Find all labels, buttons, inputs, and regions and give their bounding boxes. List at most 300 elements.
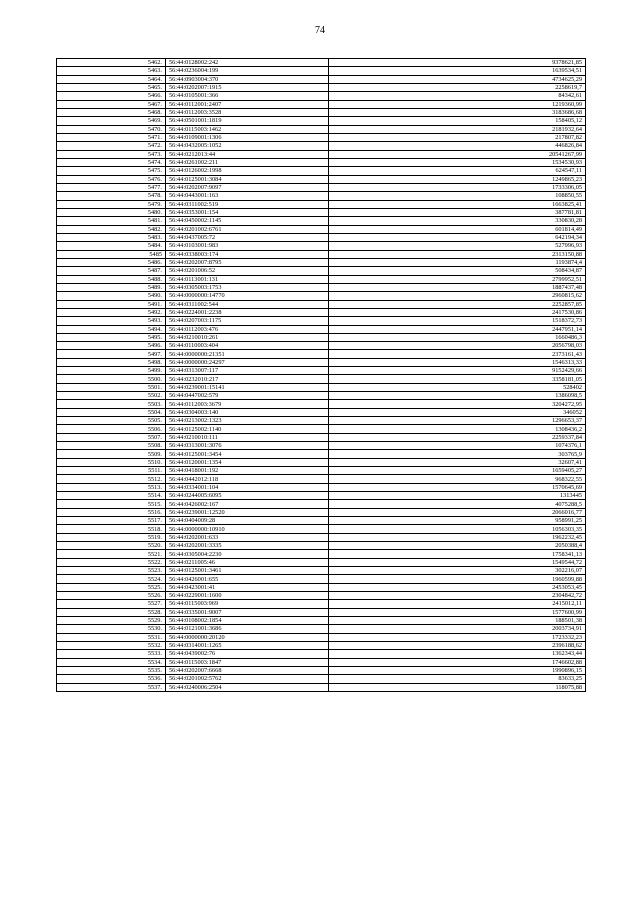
cadastral-value-cell: 1663825,41 (329, 200, 586, 208)
row-number-cell: 5519. (57, 533, 166, 541)
cadastral-number-cell: 56:44:0115003:969 (166, 600, 329, 608)
table-row (57, 59, 586, 67)
row-number-cell: 5484. (57, 242, 166, 250)
row-number-cell: 5522. (57, 558, 166, 566)
row-number-cell: 5467. (57, 100, 166, 108)
row-number-cell: 5462. (57, 59, 166, 67)
cadastral-number-cell: 56:44:0501001:1819 (166, 117, 329, 125)
row-number-cell: 5471. (57, 133, 166, 141)
table-row (57, 83, 586, 91)
cadastral-value-cell: 1313445 (329, 492, 586, 500)
row-number-cell: 5501. (57, 383, 166, 391)
cadastral-value-cell: 1362343,44 (329, 650, 586, 658)
cadastral-value-cell: 1577600,99 (329, 608, 586, 616)
cadastral-value-cell: 3183686,68 (329, 108, 586, 116)
row-number-cell: 5479. (57, 200, 166, 208)
table-row (57, 492, 586, 500)
row-number-cell: 5486. (57, 258, 166, 266)
row-number-cell: 5487. (57, 267, 166, 275)
cadastral-number-cell: 56:44:0311002:544 (166, 300, 329, 308)
table-row (57, 108, 586, 116)
cadastral-value-cell: 2373161,43 (329, 350, 586, 358)
table-row (57, 641, 586, 649)
row-number-cell: 5515. (57, 500, 166, 508)
table-row (57, 675, 586, 683)
row-number-cell: 5527. (57, 600, 166, 608)
row-number-cell: 5481. (57, 217, 166, 225)
cadastral-number-cell: 56:44:0112003:3679 (166, 400, 329, 408)
cadastral-value-cell: 2066016,77 (329, 508, 586, 516)
cadastral-number-cell: 56:44:0229001:1600 (166, 592, 329, 600)
cadastral-number-cell: 56:44:0239001:15141 (166, 383, 329, 391)
table-row (57, 658, 586, 666)
row-number-cell: 5488. (57, 275, 166, 283)
table-row (57, 217, 586, 225)
cadastral-number-cell: 56:44:0447002:579 (166, 392, 329, 400)
cadastral-value-cell: 508434,87 (329, 267, 586, 275)
cadastral-number-cell: 56:44:0000000:21351 (166, 350, 329, 358)
row-number-cell: 5465. (57, 83, 166, 91)
table-row (57, 117, 586, 125)
table-row (57, 250, 586, 258)
row-number-cell: 5489. (57, 283, 166, 291)
cadastral-value-cell: 217807,82 (329, 133, 586, 141)
table-row (57, 358, 586, 366)
cadastral-number-cell: 56:44:0450002:1145 (166, 217, 329, 225)
cadastral-value-cell: 2181932,64 (329, 125, 586, 133)
row-number-cell: 5493. (57, 317, 166, 325)
cadastral-value-cell: 1546313,33 (329, 358, 586, 366)
row-number-cell: 5476. (57, 175, 166, 183)
table-row (57, 600, 586, 608)
row-number-cell: 5531. (57, 633, 166, 641)
row-number-cell: 5474. (57, 158, 166, 166)
cadastral-number-cell: 56:44:0443001:163 (166, 192, 329, 200)
cadastral-number-cell: 56:44:0261002:211 (166, 158, 329, 166)
table-row (57, 450, 586, 458)
table-row (57, 575, 586, 583)
row-number-cell: 5532. (57, 641, 166, 649)
cadastral-value-cell: 4075288,5 (329, 500, 586, 508)
table-row (57, 458, 586, 466)
table-row (57, 267, 586, 275)
table-row (57, 633, 586, 641)
cadastral-value-cell: 1639534,51 (329, 67, 586, 75)
cadastral-number-cell: 56:44:0108002:1854 (166, 616, 329, 624)
cadastral-number-cell: 56:44:0426001:655 (166, 575, 329, 583)
cadastral-value-cell: 2056798,03 (329, 342, 586, 350)
cadastral-value-cell: 1723332,23 (329, 633, 586, 641)
cadastral-number-cell: 56:44:0202001:3335 (166, 542, 329, 550)
table-row (57, 666, 586, 674)
table-row (57, 242, 586, 250)
cadastral-value-cell: 601814,49 (329, 225, 586, 233)
row-number-cell: 5516. (57, 508, 166, 516)
row-number-cell: 5492. (57, 308, 166, 316)
cadastral-value-cell: 32607,41 (329, 458, 586, 466)
cadastral-value-cell: 1518372,73 (329, 317, 586, 325)
table-row (57, 308, 586, 316)
table-row (57, 283, 586, 291)
table-row (57, 558, 586, 566)
table-row (57, 442, 586, 450)
cadastral-value-cell: 20541267,99 (329, 150, 586, 158)
table-row (57, 208, 586, 216)
row-number-cell: 5513. (57, 483, 166, 491)
cadastral-value-cell: 9378621,85 (329, 59, 586, 67)
cadastral-number-cell: 56:44:0224001:2238 (166, 308, 329, 316)
cadastral-value-cell: 1074376,1 (329, 442, 586, 450)
cadastral-value-cell: 9152429,66 (329, 367, 586, 375)
row-number-cell: 5463. (57, 67, 166, 75)
row-number-cell: 5512. (57, 475, 166, 483)
row-number-cell: 5477. (57, 183, 166, 191)
table-row (57, 400, 586, 408)
cadastral-value-cell: 446826,84 (329, 142, 586, 150)
cadastral-number-cell: 56:44:0000000:24297 (166, 358, 329, 366)
cadastral-number-cell: 56:44:0439002:76 (166, 650, 329, 658)
table-row (57, 367, 586, 375)
cadastral-number-cell: 56:44:0418001:192 (166, 467, 329, 475)
cadastral-number-cell: 56:44:0126002:1998 (166, 167, 329, 175)
cadastral-value-cell: 642194,34 (329, 233, 586, 241)
cadastral-number-cell: 56:44:0115003:1462 (166, 125, 329, 133)
row-number-cell: 5508. (57, 442, 166, 450)
table-row (57, 583, 586, 591)
cadastral-value-cell: 528402 (329, 383, 586, 391)
table-row (57, 67, 586, 75)
row-number-cell: 5537. (57, 683, 166, 691)
cadastral-number-cell: 56:44:0212013:44 (166, 150, 329, 158)
cadastral-number-cell: 56:44:0103001:983 (166, 242, 329, 250)
row-number-cell: 5528. (57, 608, 166, 616)
row-number-cell: 5506. (57, 425, 166, 433)
cadastral-value-cell: 1056303,35 (329, 525, 586, 533)
cadastral-number-cell: 56:44:0125001:3084 (166, 175, 329, 183)
table-row (57, 350, 586, 358)
row-number-cell: 5502. (57, 392, 166, 400)
cadastral-value-cell: 83633,25 (329, 675, 586, 683)
cadastral-number-cell: 56:44:0404009:28 (166, 517, 329, 525)
cadastral-number-cell: 56:44:0202001:633 (166, 533, 329, 541)
cadastral-value-cell: 118075,88 (329, 683, 586, 691)
cadastral-number-cell: 56:44:0201002:6761 (166, 225, 329, 233)
table-row (57, 133, 586, 141)
cadastral-number-cell: 56:44:0105001:366 (166, 92, 329, 100)
row-number-cell: 5500. (57, 375, 166, 383)
table-row (57, 333, 586, 341)
row-number-cell: 5518. (57, 525, 166, 533)
cadastral-number-cell: 56:44:0110003:404 (166, 342, 329, 350)
cadastral-number-cell: 56:44:0304003:140 (166, 408, 329, 416)
cadastral-value-cell: 2050388,4 (329, 542, 586, 550)
cadastral-number-cell: 56:44:0125001:3454 (166, 450, 329, 458)
cadastral-number-cell: 56:44:0305004:2230 (166, 550, 329, 558)
cadastral-number-cell: 56:44:0305003:1753 (166, 283, 329, 291)
cadastral-value-cell: 2447951,14 (329, 325, 586, 333)
cadastral-number-cell: 56:44:0202007:1915 (166, 83, 329, 91)
row-number-cell: 5525. (57, 583, 166, 591)
cadastral-number-cell: 56:44:0210010:111 (166, 433, 329, 441)
cadastral-number-cell: 56:44:0112003:3528 (166, 108, 329, 116)
table-row (57, 92, 586, 100)
cadastral-value-cell: 4734625,29 (329, 75, 586, 83)
cadastral-value-cell: 1887437,48 (329, 283, 586, 291)
table-row (57, 608, 586, 616)
cadastral-value-cell: 2304842,72 (329, 592, 586, 600)
table-row (57, 300, 586, 308)
table-body (57, 59, 586, 692)
cadastral-number-cell: 56:44:0313007:117 (166, 367, 329, 375)
row-number-cell: 5533. (57, 650, 166, 658)
cadastral-number-cell: 56:44:0311002:519 (166, 200, 329, 208)
cadastral-number-cell: 56:44:0437005:72 (166, 233, 329, 241)
cadastral-value-cell: 2396188,62 (329, 641, 586, 649)
row-number-cell: 5504. (57, 408, 166, 416)
table-row (57, 467, 586, 475)
cadastral-number-cell: 56:44:0232010:217 (166, 375, 329, 383)
cadastral-value-cell: 1960599,88 (329, 575, 586, 583)
table-row (57, 150, 586, 158)
row-number-cell: 5511. (57, 467, 166, 475)
table-row (57, 567, 586, 575)
table-row (57, 525, 586, 533)
row-number-cell: 5535. (57, 666, 166, 674)
cadastral-number-cell: 56:44:0112003:476 (166, 325, 329, 333)
cadastral-number-cell: 56:44:0202007:6668 (166, 666, 329, 674)
cadastral-value-cell: 1534530,93 (329, 158, 586, 166)
cadastral-value-cell: 2415012,11 (329, 600, 586, 608)
cadastral-number-cell: 56:44:0000000:14770 (166, 292, 329, 300)
cadastral-number-cell: 56:44:0213002:1323 (166, 417, 329, 425)
cadastral-value-cell: 2960815,62 (329, 292, 586, 300)
row-number-cell: 5469. (57, 117, 166, 125)
cadastral-value-cell: 330830,28 (329, 217, 586, 225)
cadastral-number-cell: 56:44:0338003:174 (166, 250, 329, 258)
row-number-cell: 5473. (57, 150, 166, 158)
cadastral-number-cell: 56:44:0423001:41 (166, 583, 329, 591)
row-number-cell: 5464. (57, 75, 166, 83)
table-row (57, 275, 586, 283)
table-row (57, 142, 586, 150)
cadastral-value-cell: 3358181,05 (329, 375, 586, 383)
table-row (57, 425, 586, 433)
cadastral-number-cell: 56:44:0125001:3461 (166, 567, 329, 575)
cadastral-number-cell: 56:44:0113001:131 (166, 275, 329, 283)
row-number-cell: 5536. (57, 675, 166, 683)
cadastral-number-cell: 56:44:0244005:6095 (166, 492, 329, 500)
cadastral-value-cell: 1296653,37 (329, 417, 586, 425)
cadastral-value-cell: 1386098,5 (329, 392, 586, 400)
row-number-cell: 5507. (57, 433, 166, 441)
table-row (57, 683, 586, 691)
cadastral-number-cell: 56:44:0112001:2407 (166, 100, 329, 108)
table-row (57, 550, 586, 558)
row-number-cell: 5466. (57, 92, 166, 100)
cadastral-value-cell: 387781,81 (329, 208, 586, 216)
table-row (57, 125, 586, 133)
table-row (57, 325, 586, 333)
cadastral-number-cell: 56:44:0120001:1354 (166, 458, 329, 466)
row-number-cell: 5503. (57, 400, 166, 408)
row-number-cell: 5485 (57, 250, 166, 258)
row-number-cell: 5483. (57, 233, 166, 241)
table-row (57, 175, 586, 183)
table-row (57, 158, 586, 166)
row-number-cell: 5526. (57, 592, 166, 600)
row-number-cell: 5505. (57, 417, 166, 425)
table-row (57, 183, 586, 191)
cadastral-number-cell: 56:44:0240006:2504 (166, 683, 329, 691)
cadastral-value-cell: 346052 (329, 408, 586, 416)
cadastral-number-cell: 56:44:0313001:3076 (166, 442, 329, 450)
row-number-cell: 5494. (57, 325, 166, 333)
table-row (57, 192, 586, 200)
cadastral-value-cell: 2258619,7 (329, 83, 586, 91)
row-number-cell: 5490. (57, 292, 166, 300)
cadastral-number-cell: 56:44:0210010:261 (166, 333, 329, 341)
table-row (57, 533, 586, 541)
cadastral-number-cell: 56:44:0207003:1175 (166, 317, 329, 325)
cadastral-value-cell: 2313150,88 (329, 250, 586, 258)
row-number-cell: 5498. (57, 358, 166, 366)
row-number-cell: 5499. (57, 367, 166, 375)
cadastral-number-cell: 56:44:0334001:104 (166, 483, 329, 491)
table-row (57, 100, 586, 108)
table-row (57, 292, 586, 300)
table-row (57, 408, 586, 416)
cadastral-value-cell: 1549544,72 (329, 558, 586, 566)
cadastral-number-cell: 56:44:0239001:12520 (166, 508, 329, 516)
cadastral-value-cell: 2003734,91 (329, 625, 586, 633)
cadastral-value-cell: 1758341,13 (329, 550, 586, 558)
table-row (57, 317, 586, 325)
table-row (57, 542, 586, 550)
table-row (57, 375, 586, 383)
table-row (57, 75, 586, 83)
cadastral-value-cell: 1193874,4 (329, 258, 586, 266)
row-number-cell: 5529. (57, 616, 166, 624)
cadastral-number-cell: 56:44:0121001:3686 (166, 625, 329, 633)
table-row (57, 225, 586, 233)
table-row (57, 433, 586, 441)
cadastral-number-cell: 56:44:0432005:1052 (166, 142, 329, 150)
cadastral-value-cell: 84342,61 (329, 92, 586, 100)
row-number-cell: 5470. (57, 125, 166, 133)
row-number-cell: 5468. (57, 108, 166, 116)
table-row (57, 592, 586, 600)
cadastral-number-cell: 56:44:0211005:46 (166, 558, 329, 566)
cadastral-number-cell: 56:44:0426002:167 (166, 500, 329, 508)
table-row (57, 342, 586, 350)
cadastral-value-cell: 2453053,45 (329, 583, 586, 591)
cadastral-value-cell: 1249865,23 (329, 175, 586, 183)
cadastral-number-cell: 56:44:0201006:52 (166, 267, 329, 275)
cadastral-number-cell: 56:44:0314001:1265 (166, 641, 329, 649)
cadastral-number-cell: 56:44:0335001:9007 (166, 608, 329, 616)
table-row (57, 475, 586, 483)
cadastral-number-cell: 56:44:0236004:199 (166, 67, 329, 75)
table-row (57, 650, 586, 658)
cadastral-value-cell: 2417530,86 (329, 308, 586, 316)
cadastral-value-table (56, 58, 586, 692)
table-row (57, 616, 586, 624)
row-number-cell: 5534. (57, 658, 166, 666)
cadastral-number-cell: 56:44:0109001:1306 (166, 133, 329, 141)
cadastral-number-cell: 56:44:0353001:154 (166, 208, 329, 216)
cadastral-value-cell: 624547,11 (329, 167, 586, 175)
cadastral-number-cell: 56:44:0903004:370 (166, 75, 329, 83)
cadastral-number-cell: 56:44:0201002:5762 (166, 675, 329, 683)
cadastral-value-cell: 302216,07 (329, 567, 586, 575)
row-number-cell: 5520. (57, 542, 166, 550)
cadastral-number-cell: 56:44:0115003:1847 (166, 658, 329, 666)
table-row (57, 258, 586, 266)
cadastral-number-cell: 56:44:0202007:9097 (166, 183, 329, 191)
row-number-cell: 5491. (57, 300, 166, 308)
table-row (57, 625, 586, 633)
cadastral-value-cell: 188501,38 (329, 616, 586, 624)
cadastral-value-cell: 1308436,2 (329, 425, 586, 433)
row-number-cell: 5524. (57, 575, 166, 583)
row-number-cell: 5521. (57, 550, 166, 558)
cadastral-value-cell: 158405,12 (329, 117, 586, 125)
table-row (57, 417, 586, 425)
cadastral-number-cell: 56:44:0128002:242 (166, 59, 329, 67)
table-row (57, 500, 586, 508)
table-row (57, 508, 586, 516)
cadastral-number-cell: 56:44:0000000:20120 (166, 633, 329, 641)
row-number-cell: 5497. (57, 350, 166, 358)
row-number-cell: 5530. (57, 625, 166, 633)
page-number: 74 (315, 25, 325, 36)
table-row (57, 483, 586, 491)
row-number-cell: 5514. (57, 492, 166, 500)
cadastral-value-cell: 958991,25 (329, 517, 586, 525)
table-row (57, 517, 586, 525)
cadastral-value-cell: 968322,55 (329, 475, 586, 483)
row-number-cell: 5482. (57, 225, 166, 233)
cadastral-number-cell: 56:44:0125002:1140 (166, 425, 329, 433)
table-row (57, 392, 586, 400)
cadastral-number-cell: 56:44:0000000:10910 (166, 525, 329, 533)
row-number-cell: 5509. (57, 450, 166, 458)
cadastral-value-cell: 1219360,99 (329, 100, 586, 108)
cadastral-value-cell: 1570645,69 (329, 483, 586, 491)
row-number-cell: 5496. (57, 342, 166, 350)
cadastral-value-cell: 2259337,84 (329, 433, 586, 441)
cadastral-value-cell: 1962232,45 (329, 533, 586, 541)
row-number-cell: 5480. (57, 208, 166, 216)
cadastral-value-cell: 2252857,85 (329, 300, 586, 308)
row-number-cell: 5510. (57, 458, 166, 466)
cadastral-value-cell: 108850,55 (329, 192, 586, 200)
cadastral-number-cell: 56:44:0202007:8795 (166, 258, 329, 266)
cadastral-value-cell: 1733306,05 (329, 183, 586, 191)
row-number-cell: 5517. (57, 517, 166, 525)
row-number-cell: 5478. (57, 192, 166, 200)
cadastral-number-cell: 56:44:0442012:118 (166, 475, 329, 483)
cadastral-value-cell: 3204272,95 (329, 400, 586, 408)
cadastral-value-cell: 1990896,15 (329, 666, 586, 674)
cadastral-value-cell: 1659405,27 (329, 467, 586, 475)
table-row (57, 200, 586, 208)
row-number-cell: 5472. (57, 142, 166, 150)
row-number-cell: 5475. (57, 167, 166, 175)
table-row (57, 167, 586, 175)
cadastral-value-cell: 527996,93 (329, 242, 586, 250)
cadastral-value-cell: 303765,9 (329, 450, 586, 458)
